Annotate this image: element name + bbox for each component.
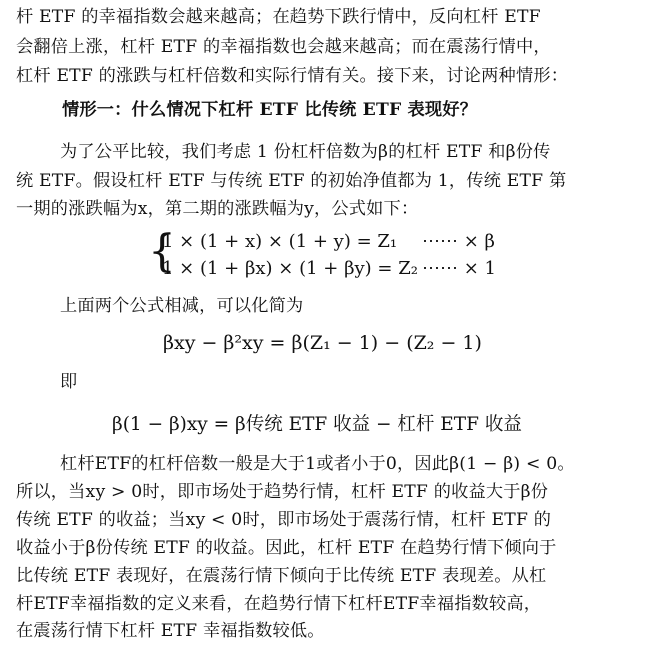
- ie-text: 即: [60, 372, 78, 392]
- conclusion-line-2: 所以，当xy > 0时，即市场处于趋势行情，杠杆 ETF 的收益大于β份: [16, 482, 549, 502]
- setup-line-3: 一期的涨跌幅为x，第二期的涨跌幅为y，公式如下：: [16, 199, 419, 219]
- conclusion-line-6: 杆ETF幸福指数的定义来看，在趋势行情下杠杆ETF幸福指数较高，: [16, 594, 542, 614]
- equation-2-note: ⋯⋯ × 1: [422, 258, 496, 279]
- subtract-text: 上面两个公式相减，可以化简为: [60, 296, 304, 316]
- conclusion-line-4: 收益小于β份传统 ETF 的收益。因此，杠杆 ETF 在趋势行情下倾向于: [16, 538, 557, 558]
- setup-line-1: 为了公平比较，我们考虑 1 份杠杆倍数为β的杠杆 ETF 和β份传: [60, 142, 551, 162]
- equation-1-note: ⋯⋯ × β: [422, 231, 495, 252]
- intro-line-2: 会翻倍上涨，杠杆 ETF 的幸福指数也会越来越高；而在震荡行情中，: [16, 37, 551, 57]
- equation-simplified: βxy − β²xy = β(Z₁ − 1) − (Z₂ − 1): [163, 332, 482, 354]
- equation-system-brace: {: [148, 226, 176, 277]
- conclusion-line-1: 杠杆ETF的杠杆倍数一般是大于1或者小于0，因此β(1 − β) < 0。: [60, 454, 575, 474]
- section-heading: 情形一：什么情况下杠杆 ETF 比传统 ETF 表现好？: [62, 100, 478, 120]
- conclusion-line-5: 比传统 ETF 表现好，在震荡行情下倾向于比传统 ETF 表现差。从杠: [16, 566, 547, 586]
- setup-line-2: 统 ETF。假设杠杆 ETF 与传统 ETF 的初始净值都为 1，传统 ETF 第: [16, 171, 567, 191]
- equation-1: 1 × (1 + x) × (1 + y) = Z₁: [162, 231, 398, 252]
- equation-2: 1 × (1 + βx) × (1 + βy) = Z₂: [162, 258, 418, 279]
- conclusion-line-3: 传统 ETF 的收益；当xy < 0时，即市场处于震荡行情，杠杆 ETF 的: [16, 510, 552, 530]
- conclusion-line-7: 在震荡行情下杠杆 ETF 幸福指数较低。: [16, 621, 325, 641]
- intro-line-3: 杠杆 ETF 的涨跌与杠杆倍数和实际行情有关。接下来，讨论两种情形：: [16, 66, 569, 86]
- equation-result: β(1 − β)xy = β传统 ETF 收益 − 杠杆 ETF 收益: [112, 414, 522, 435]
- intro-line-1: 杆 ETF 的幸福指数会越来越高；在趋势下跌行情中，反向杠杆 ETF: [16, 7, 541, 27]
